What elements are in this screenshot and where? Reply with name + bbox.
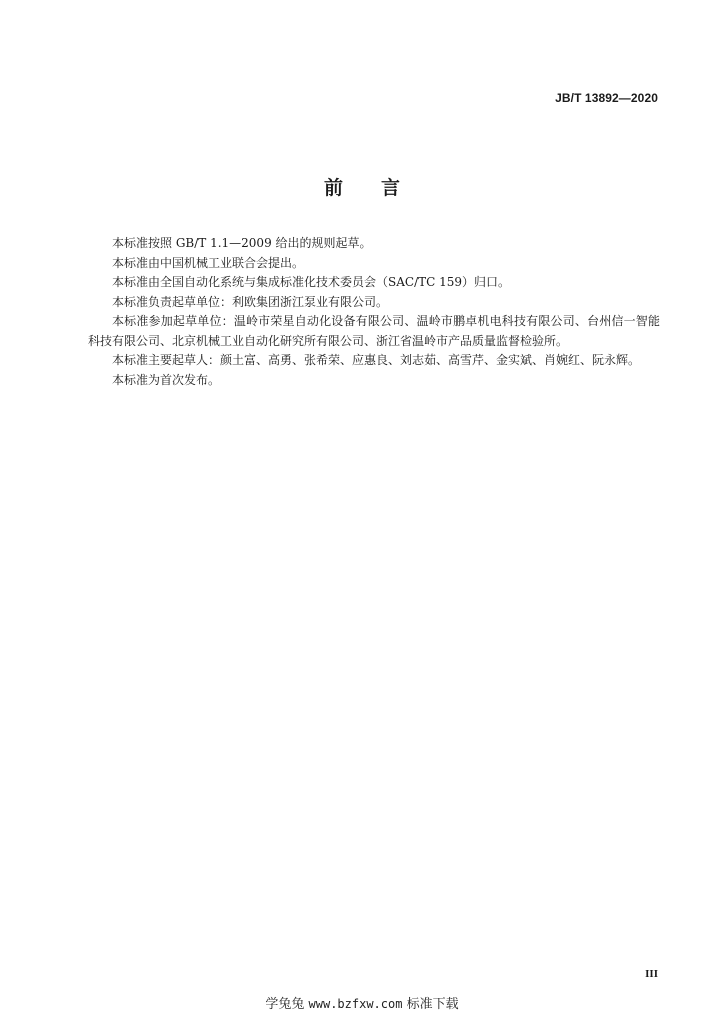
paragraph-proposed-by: 本标准由中国机械工业联合会提出。 xyxy=(112,255,305,270)
foreword-body xyxy=(88,234,660,390)
paragraph-main-drafting-unit: 本标准负责起草单位：利欧集团浙江泵业有限公司。 xyxy=(112,294,389,309)
page-title: 前言 xyxy=(323,177,438,199)
paragraph-participating-units: 本标准参加起草单位：温岭市荣星自动化设备有限公司、温岭市鹏卓机电科技有限公司、台州信一智能科技有限公司、北京机械工业自动化研究所有限公司、浙江省温岭市产品质量监督检验所。 xyxy=(88,314,660,348)
paragraph-administered-by: 本标准由全国自动化系统与集成标准化技术委员会（SAC/TC 159）归口。 xyxy=(112,275,511,289)
page-number: III xyxy=(645,968,658,980)
footer-prefix: 学兔兔 xyxy=(265,997,305,1012)
footer-watermark xyxy=(0,993,724,1012)
footer-suffix: 标准下载 xyxy=(406,997,459,1012)
standard-number: JB/T 13892—2020 xyxy=(555,91,658,105)
paragraph-first-release: 本标准为首次发布。 xyxy=(112,372,221,387)
paragraph-main-drafters: 本标准主要起草人：颜土富、高勇、张希荣、应惠良、刘志茹、高雪芹、金实斌、肖婉红、阮永辉。 xyxy=(112,353,641,367)
footer-url[interactable]: www.bzfxw.com xyxy=(308,997,403,1011)
paragraph-drafting-rules: 本标准按照 GB/T 1.1—2009 给出的规则起草。 xyxy=(112,236,372,250)
